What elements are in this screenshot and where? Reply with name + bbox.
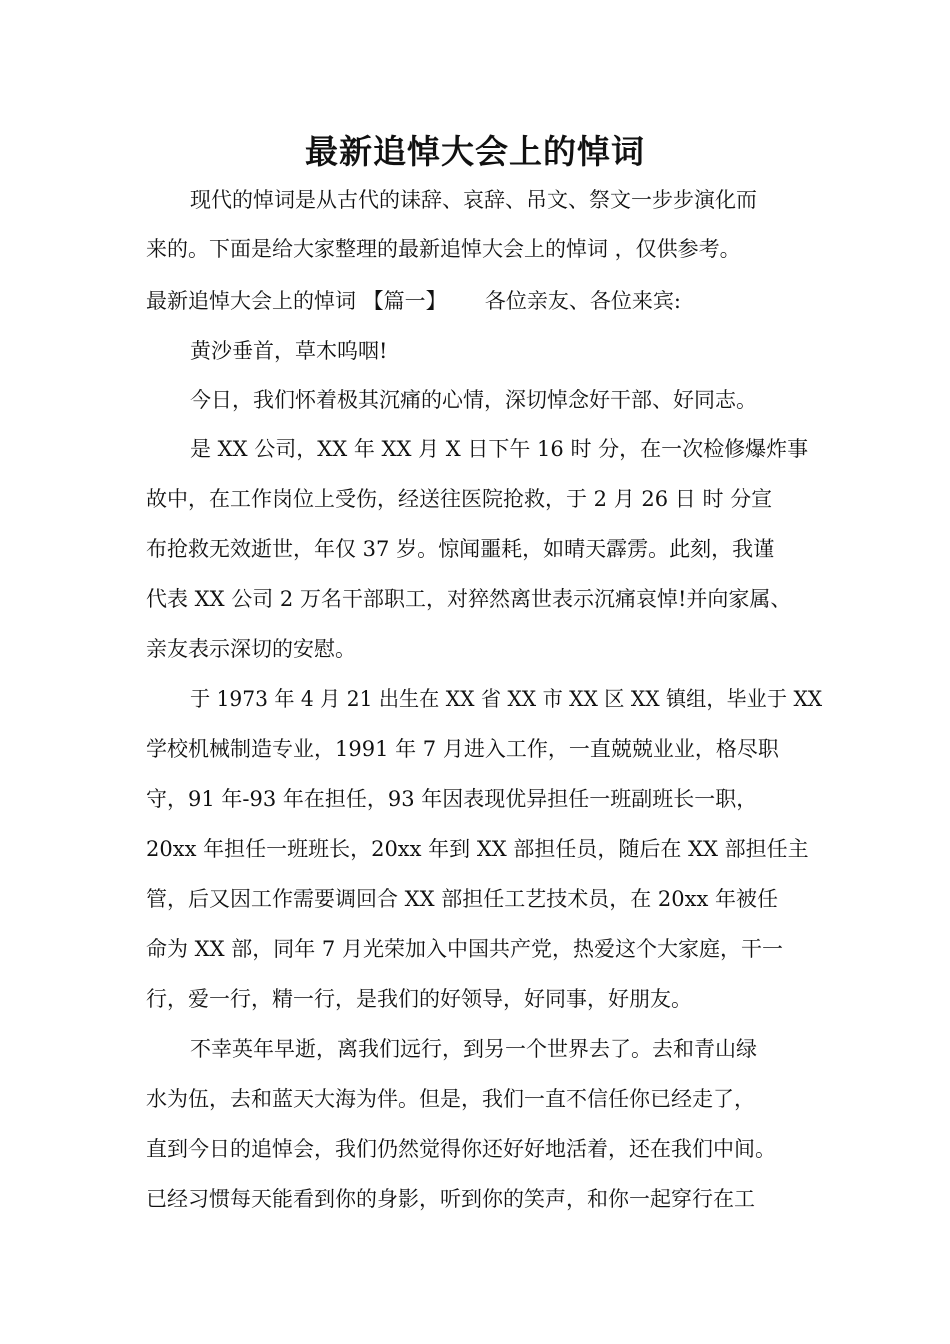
paragraph-line: 行，爱一行，精一行，是我们的好领导，好同事，好朋友。	[146, 987, 692, 1011]
paragraph-line: 水为伍，去和蓝天大海为伴。但是，我们一直不信任你已经走了，	[146, 1087, 755, 1111]
paragraph-line: 来的。下面是给大家整理的最新追悼大会上的悼词 ，仅供参考。	[146, 237, 741, 261]
paragraph-line: 布抢救无效逝世，年仅 37 岁。惊闻噩耗，如晴天霹雳。此刻，我谨	[146, 537, 775, 561]
paragraph-line: 今日，我们怀着极其沉痛的心情，深切悼念好干部、好同志。	[190, 388, 757, 412]
paragraph-line: 现代的悼词是从古代的诔辞、哀辞、吊文、祭文一步步演化而	[190, 188, 757, 212]
paragraph-line: 不幸英年早逝，离我们远行，到另一个世界去了。去和青山绿	[190, 1037, 757, 1061]
paragraph-line: 20xx 年担任一班班长，20xx 年到 XX 部担任员，随后在 XX 部担任主	[146, 837, 809, 861]
paragraph-line: 故中，在工作岗位上受伤，经送往医院抢救，于 2 月 26 日 时 分宣	[146, 487, 773, 511]
section-heading-line: 最新追悼大会上的悼词 【篇一】 各位亲友、各位来宾:	[146, 289, 681, 313]
paragraph-line: 已经习惯每天能看到你的身影，听到你的笑声，和你一起穿行在工	[146, 1187, 755, 1211]
paragraph-line: 直到今日的追悼会，我们仍然觉得你还好好地活着，还在我们中间。	[146, 1137, 776, 1161]
paragraph-line: 于 1973 年 4 月 21 出生在 XX 省 XX 市 XX 区 XX 镇组，毕业于 XX	[190, 687, 823, 711]
paragraph-line: 黄沙垂首，草木呜咽!	[190, 339, 388, 363]
paragraph-line: 代表 XX 公司 2 万名干部职工，对猝然离世表示沉痛哀悼!并向家属、	[146, 587, 792, 611]
paragraph-line: 亲友表示深切的安慰。	[146, 637, 356, 661]
paragraph-line: 学校机械制造专业，1991 年 7 月进入工作，一直兢兢业业，格尽职	[146, 737, 779, 761]
paragraph-line: 管，后又因工作需要调回合 XX 部担任工艺技术员，在 20xx 年被任	[146, 887, 779, 911]
paragraph-line: 守，91 年-93 年在担任，93 年因表现优异担任一班副班长一职，	[146, 787, 758, 811]
paragraph-line: 命为 XX 部，同年 7 月光荣加入中国共产党，热爱这个大家庭，干一	[146, 937, 783, 961]
document-title: 最新追悼大会上的悼词	[305, 132, 645, 171]
paragraph-line: 是 XX 公司，XX 年 XX 月 X 日下午 16 时 分，在一次检修爆炸事	[190, 437, 809, 461]
